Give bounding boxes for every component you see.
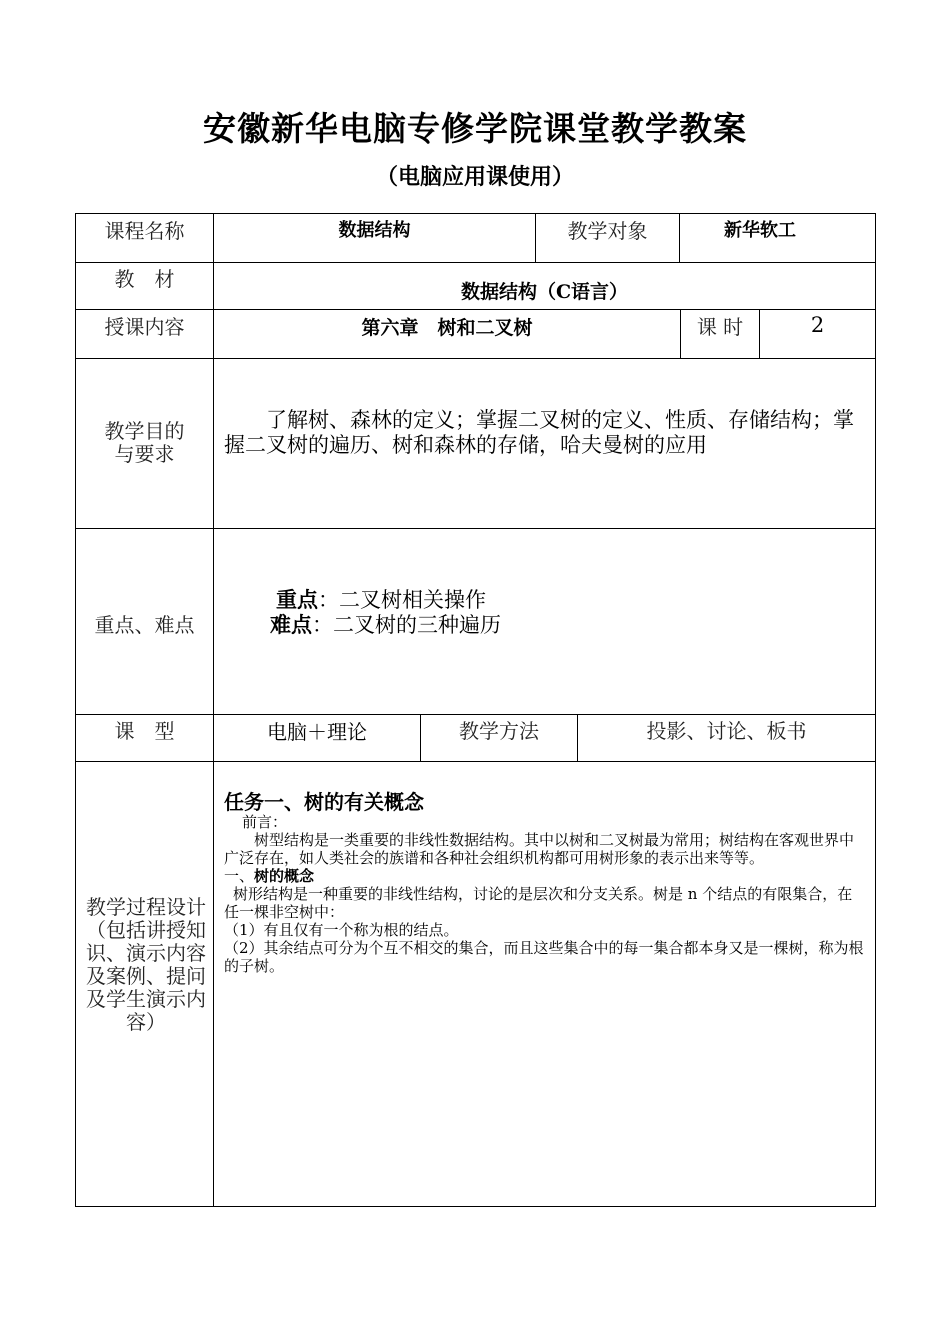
process-label: 教学过程设计（包括讲授知识、演示内容及案例、提问及学生演示内容） <box>86 895 206 1034</box>
preface-paragraph: 树型结构是一类重要的非线性数据结构。其中以树和二叉树最为常用；树结构在客观世界中广泛存在，如人类社会的族谱和各种社会组织机构都可用树形象的表示出来等等。 <box>224 831 855 867</box>
page-subtitle: （电脑应用课使用） <box>375 164 574 190</box>
course-name-value: 数据结构 <box>338 220 411 241</box>
content-label: 授课内容 <box>104 315 185 339</box>
content-value: 第六章 树和二叉树 <box>361 317 533 339</box>
hours-value: 2 <box>810 313 825 337</box>
hours-label: 课 时 <box>696 315 744 339</box>
type-label: 课 型 <box>114 719 175 743</box>
definition-item-1: （1）有且仅有一个称为根的结点。 <box>224 921 459 939</box>
page-title: 安徽新华电脑专修学院课堂教学教案 <box>203 109 747 148</box>
goal-text: 了解树、森林的定义；掌握二叉树的定义、性质、存储结构；掌握二叉树的遍历、树和森林的存储，哈夫曼树的应用 <box>224 408 854 457</box>
task-title: 任务一、树的有关概念 <box>224 790 424 814</box>
goal-label: 教学目的 与要求 <box>104 419 185 466</box>
audience-label: 教学对象 <box>567 219 648 243</box>
method-value: 投影、讨论、板书 <box>646 719 807 743</box>
keypoint-label: 重点、难点 <box>94 613 195 637</box>
course-name-label: 课程名称 <box>104 219 185 243</box>
process-content <box>214 789 875 975</box>
section-heading: 一、树的概念 <box>224 867 315 885</box>
textbook-value: 数据结构（C语言） <box>460 281 629 303</box>
preface-label: 前言： <box>242 813 288 831</box>
method-label: 教学方法 <box>459 719 539 743</box>
difficult-point: 难点：二叉树的三种遍历 <box>270 612 501 637</box>
type-value: 电脑＋理论 <box>267 720 367 744</box>
key-point: 重点：二叉树相关操作 <box>276 587 486 612</box>
tree-definition: 树形结构是一种重要的非线性结构，讨论的是层次和分支关系。树是 n 个结点的有限集合，在任一棵非空树中： <box>224 885 853 921</box>
definition-item-2: （2）其余结点可分为个互不相交的集合，而且这些集合中的每一集合都本身又是一棵树，称为根的子树。 <box>224 939 864 975</box>
textbook-label: 教 材 <box>114 267 175 291</box>
audience-value: 新华软工 <box>724 220 796 241</box>
